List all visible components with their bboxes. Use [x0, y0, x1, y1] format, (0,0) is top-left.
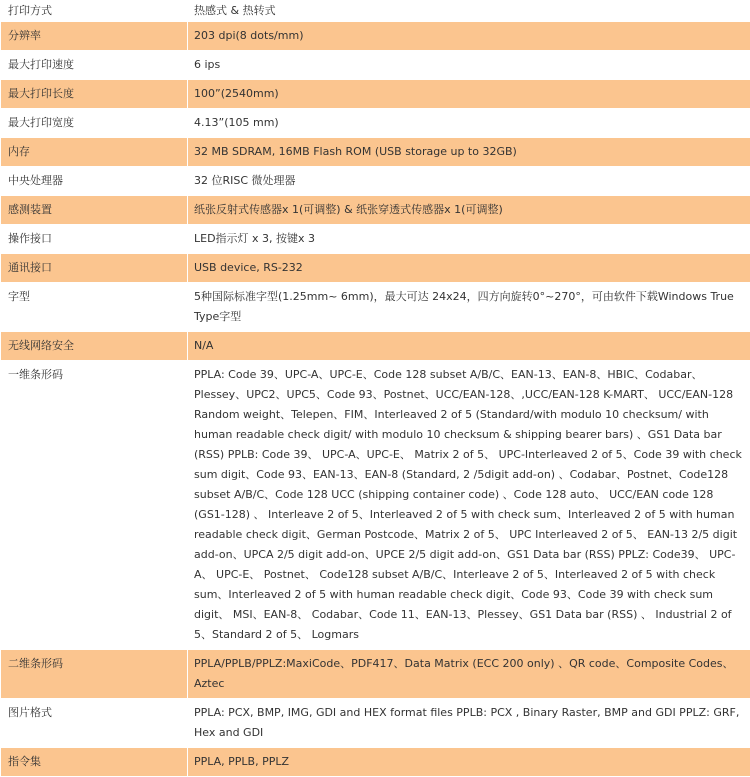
row-value: 热感式 & 热转式 [188, 1, 750, 22]
row-key: 无线网络安全 [1, 332, 188, 361]
row-key: 中央处理器 [1, 167, 188, 196]
row-key: 指令集 [1, 748, 188, 777]
row-key: 字型 [1, 283, 188, 332]
row-key: 内存 [1, 138, 188, 167]
table-row [1, 283, 750, 332]
table-row [1, 332, 750, 361]
table-row [1, 225, 750, 254]
row-value: 5种国际标准字型(1.25mm~ 6mm)，最大可达 24x24，四方向旋转0°~270°，可由软件下载Windows True Type字型 [188, 283, 750, 332]
row-key: 最大打印长度 [1, 80, 188, 109]
row-value: PPLA: Code 39、UPC-A、UPC-E、Code 128 subset A/B/C、EAN-13、EAN-8、HBIC、Codabar、Plessey、UPC2、UPC5、Code 93、Postnet、UCC/EAN-128、,UCC/EAN-128 K-MART、 UCC/EAN-128 Random weight、Telepen、FIM、Interleaved 2 of 5 (Standard/with modulo 10 checksum/ with human readable check digit/ with modulo 10 checksum & shipping bearer bars) 、GS1 Data bar (RSS) PPLB: Code 39、 UPC-A、UPC-E、 Matrix 2 of 5、 UPC-Interleaved 2 of 5、Code 39 with check sum digit、Code 93、EAN-13、EAN-8 (Standard, 2 /5digit add-on) 、Codabar、Postnet、Code128 subset A/B/C、Code 128 UCC (shipping container code) 、Code 128 auto、 UCC/EAN code 128 (GS1-128) 、 Interleave 2 of 5、Interleaved 2 of 5 with check sum、Interleaved 2 of 5 with human readable check digit、German Postcode、Matrix 2 of 5、 UPC Interleaved 2 of 5、 EAN-13 2/5 digit add-on、UPCA 2/5 digit add-on、UPCE 2/5 digit add-on、GS1 Data bar (RSS) PPLZ: Code39、 UPC-A、 UPC-E、 Postnet、 Code128 subset A/B/C、Interleave 2 of 5、Interleaved 2 of 5 with check sum、Interleaved 2 of 5 with human readable check digit、Code 93、Code 39 with check sum digit、 MSI、EAN-8、 Codabar、Code 11、EAN-13、Plessey、GS1 Data bar (RSS) 、 Industrial 2 of 5、Standard 2 of 5、 Logmars [188, 361, 750, 650]
row-value: LED指示灯 x 3, 按键x 3 [188, 225, 750, 254]
row-value: PPLA/PPLB/PPLZ:MaxiCode、PDF417、Data Matrix (ECC 200 only) 、QR code、Composite Codes、Aztec [188, 650, 750, 699]
row-key: 最大打印速度 [1, 51, 188, 80]
row-value: 32 位RISC 微处理器 [188, 167, 750, 196]
row-key: 操作接口 [1, 225, 188, 254]
row-key: 打印方式 [1, 1, 188, 22]
row-key: 二维条形码 [1, 650, 188, 699]
table-row [1, 80, 750, 109]
row-value: 4.13”(105 mm) [188, 109, 750, 138]
row-value: 纸张反射式传感器x 1(可调整) & 纸张穿透式传感器x 1(可调整) [188, 196, 750, 225]
row-value: 203 dpi(8 dots/mm) [188, 22, 750, 51]
table-row [1, 361, 750, 650]
row-value: USB device, RS-232 [188, 254, 750, 283]
row-value: PPLA, PPLB, PPLZ [188, 748, 750, 777]
row-key: 最大打印宽度 [1, 109, 188, 138]
row-value: 32 MB SDRAM, 16MB Flash ROM (USB storage up to 32GB) [188, 138, 750, 167]
row-value: PPLA: PCX, BMP, IMG, GDI and HEX format files PPLB: PCX , Binary Raster, BMP and GDI PPLZ: GRF, Hex and GDI [188, 699, 750, 748]
row-key: 一维条形码 [1, 361, 188, 650]
row-value: N/A [188, 332, 750, 361]
table-row [1, 1, 750, 22]
table-row [1, 748, 750, 777]
table-row [1, 650, 750, 699]
table-row [1, 167, 750, 196]
table-row [1, 699, 750, 748]
table-row [1, 109, 750, 138]
row-key: 感测装置 [1, 196, 188, 225]
table-row [1, 22, 750, 51]
row-value: 100”(2540mm) [188, 80, 750, 109]
table-row [1, 196, 750, 225]
row-key: 图片格式 [1, 699, 188, 748]
table-row [1, 254, 750, 283]
row-key: 分辨率 [1, 22, 188, 51]
table-row [1, 51, 750, 80]
table-row [1, 138, 750, 167]
row-value: 6 ips [188, 51, 750, 80]
row-key: 通讯接口 [1, 254, 188, 283]
